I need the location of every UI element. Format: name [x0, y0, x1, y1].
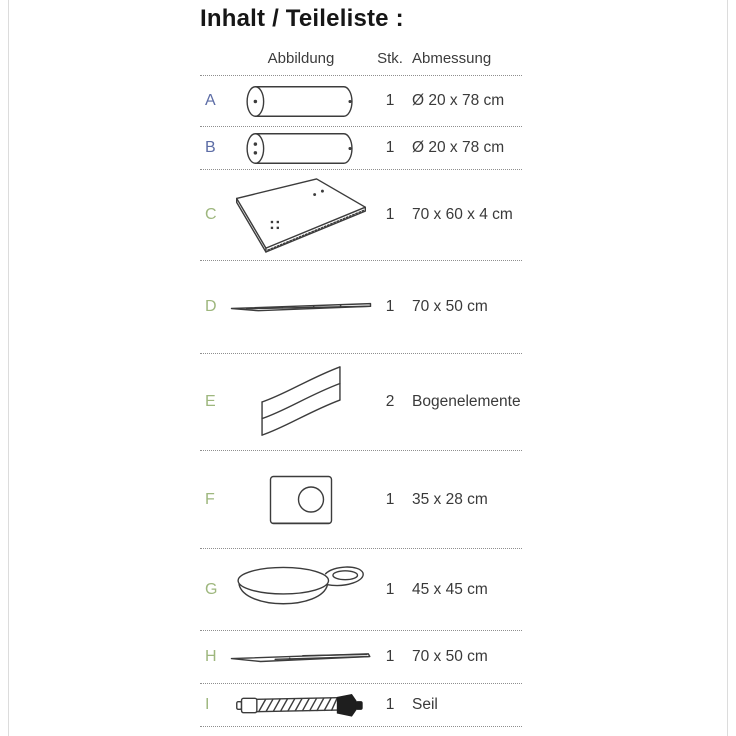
left-border-line: [8, 0, 9, 736]
part-illustration-cell: [230, 650, 372, 665]
part-quantity: 2: [385, 393, 395, 410]
parts-table-row: [200, 76, 522, 127]
part-illustration-cell: [230, 177, 372, 253]
column-header-stk: Stk.: [377, 50, 403, 67]
part-letter: B: [205, 139, 216, 156]
roll-cylinder-two-holes-icon: [245, 132, 357, 165]
part-dimension: 45 x 45 cm: [412, 580, 488, 598]
part-dimension: Ø 20 x 78 cm: [412, 92, 505, 109]
part-illustration-cell: [230, 475, 372, 525]
part-letter: D: [205, 298, 217, 315]
rope-icon: [236, 693, 366, 718]
parts-table-row: [200, 451, 522, 549]
flat-panel-edge-long-icon: [230, 650, 372, 665]
curved-arc-elements-icon: [260, 365, 342, 439]
part-dimension: Ø 20 x 78 cm: [412, 139, 505, 156]
part-letter: I: [205, 696, 210, 713]
part-letter: F: [205, 490, 215, 508]
parts-table-row: [200, 127, 522, 170]
panel-with-hole-icon: [269, 475, 333, 525]
right-border-line: [727, 0, 728, 736]
part-illustration-cell: [230, 693, 372, 718]
part-dimension: Seil: [412, 696, 438, 713]
part-illustration-cell: [230, 365, 372, 439]
parts-table-row: [200, 354, 522, 451]
part-quantity: 1: [385, 580, 395, 598]
parts-table-row: [200, 684, 522, 727]
part-illustration-cell: [230, 300, 372, 314]
part-letter: C: [205, 206, 217, 223]
part-quantity: 1: [385, 92, 395, 109]
part-quantity: 1: [385, 139, 395, 156]
part-illustration-cell: [230, 561, 372, 618]
part-letter: E: [205, 393, 216, 410]
bowl-with-handle-icon: [235, 561, 367, 618]
parts-table-row: [200, 631, 522, 684]
part-quantity: 1: [385, 206, 395, 223]
table-header-row: [200, 34, 522, 76]
part-illustration-cell: [230, 132, 372, 165]
part-quantity: 1: [385, 648, 395, 665]
parts-table-row: [200, 261, 522, 354]
part-letter: H: [205, 648, 217, 665]
parts-list-sheet: [200, 0, 522, 727]
roll-cylinder-one-hole-icon: [245, 85, 357, 118]
parts-rows: [200, 76, 522, 727]
part-quantity: 1: [385, 696, 395, 713]
page-title: Inhalt / Teileliste :: [200, 5, 404, 32]
flat-panel-edge-icon: [230, 300, 372, 314]
parts-table-row: [200, 170, 522, 261]
part-dimension: 35 x 28 cm: [412, 490, 488, 508]
column-header-abbildung: Abbildung: [267, 50, 335, 67]
part-dimension: Bogenelemente: [412, 393, 521, 410]
board-perspective-icon: [232, 177, 370, 253]
part-quantity: 1: [385, 490, 395, 508]
part-dimension: 70 x 50 cm: [412, 648, 488, 665]
part-quantity: 1: [385, 298, 395, 315]
parts-table-row: [200, 549, 522, 631]
part-dimension: 70 x 50 cm: [412, 298, 488, 315]
column-header-abmessung: Abmessung: [412, 50, 492, 67]
part-letter: A: [205, 92, 216, 109]
part-dimension: 70 x 60 x 4 cm: [412, 206, 513, 223]
part-illustration-cell: [230, 85, 372, 118]
part-letter: G: [205, 580, 218, 598]
